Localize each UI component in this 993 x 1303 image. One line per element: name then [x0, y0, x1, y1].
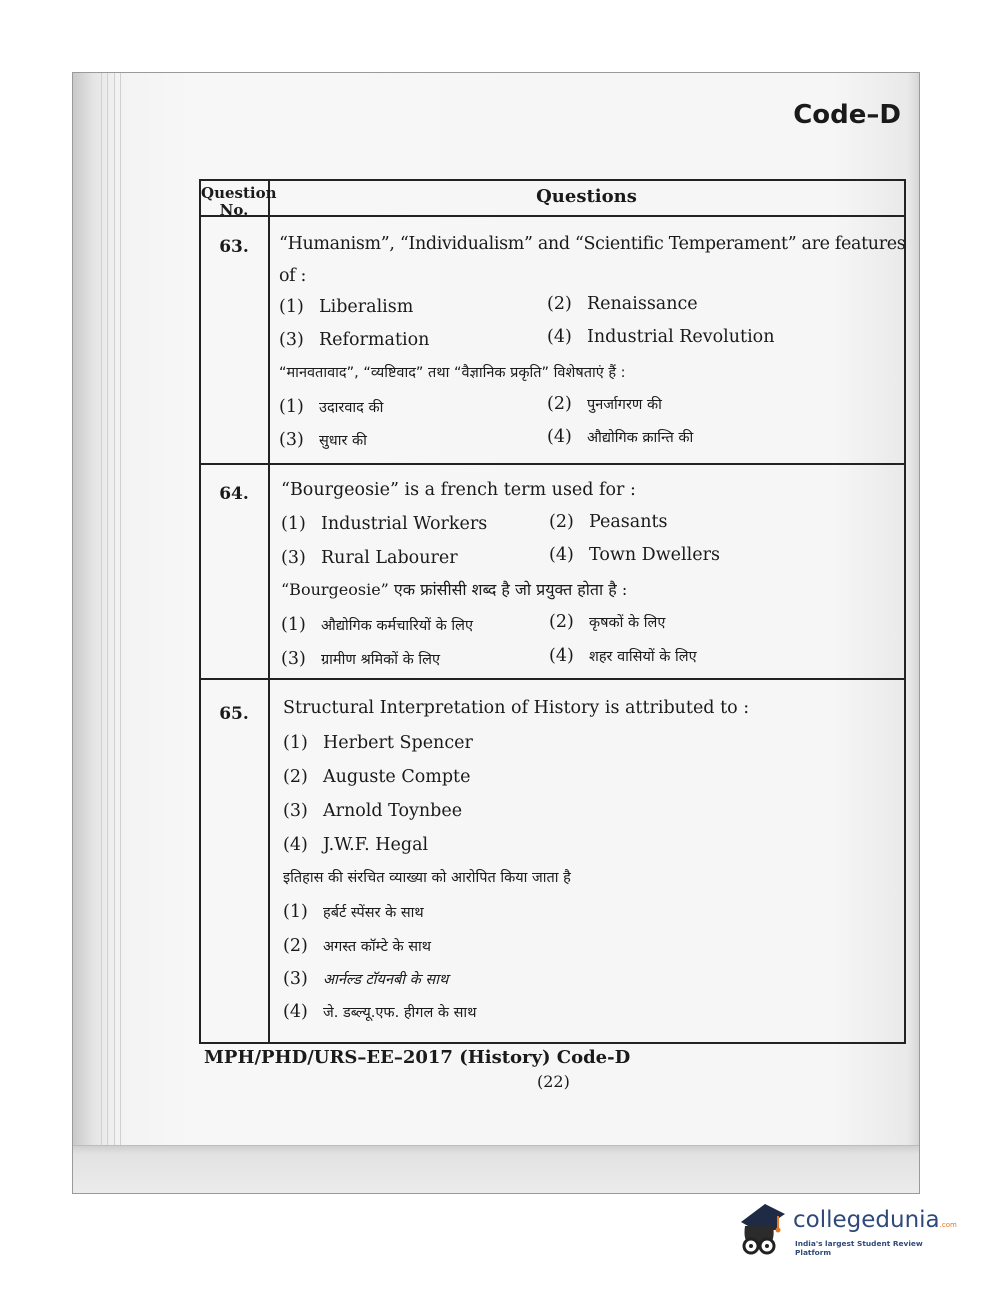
question-stem-english: “Bourgeosie” is a french term used for :	[281, 480, 636, 500]
option-number: (2)	[283, 936, 308, 956]
option-text: पुनर्जागरण की	[587, 397, 662, 413]
page-edge-line	[120, 73, 121, 1193]
option-text: Liberalism	[319, 297, 414, 317]
question-number: 64.	[219, 484, 249, 504]
question-stem-english: Structural Interpretation of History is attributed to :	[283, 698, 750, 718]
option-3-hindi	[281, 649, 440, 669]
option-text: Peasants	[589, 512, 668, 532]
option-number: (2)	[283, 767, 308, 787]
option-4-hindi	[549, 646, 697, 666]
option-2	[549, 512, 667, 532]
option-1-hindi	[279, 397, 383, 417]
option-text: ग्रामीण श्रमिकों के लिए	[321, 652, 440, 668]
option-2-hindi	[549, 612, 665, 632]
question-stem-hindi: “Bourgeosie” एक फ्रांसीसी शब्द है जो प्रयुक्त होता है :	[281, 580, 628, 599]
option-4	[549, 545, 720, 565]
option-2	[283, 767, 470, 787]
option-2	[547, 294, 698, 314]
option-text: Renaissance	[587, 294, 698, 314]
option-number: (1)	[281, 514, 306, 534]
option-1	[283, 733, 473, 753]
brand-suffix: .com	[939, 1221, 957, 1229]
option-text: आर्नल्ड टॉयनबी के साथ	[323, 972, 449, 988]
option-number: (4)	[283, 1002, 308, 1022]
question-table	[199, 179, 906, 1044]
option-1	[279, 297, 413, 317]
question-number: 65.	[219, 704, 249, 724]
option-number: (2)	[549, 512, 574, 532]
page-number: (22)	[537, 1072, 570, 1091]
paper-code-title: Code–D	[793, 100, 901, 130]
option-number: (3)	[283, 969, 308, 989]
option-number: (2)	[547, 394, 572, 414]
option-3	[279, 330, 429, 350]
option-1-hindi	[281, 615, 473, 635]
stem-line: “Humanism”, “Individualism” and “Scientific Temperament” are features	[279, 234, 906, 254]
option-text: जे. डब्ल्यू.एफ. हीगल के साथ	[323, 1005, 477, 1021]
column-divider	[268, 181, 270, 1042]
option-3-hindi	[279, 430, 367, 450]
header-rule	[201, 215, 904, 217]
option-text: Industrial Revolution	[587, 327, 775, 347]
option-number: (1)	[279, 397, 304, 417]
question-number: 63.	[219, 237, 249, 257]
option-text: Industrial Workers	[321, 514, 488, 534]
option-number: (4)	[549, 545, 574, 565]
brand-name	[793, 1207, 957, 1233]
option-3	[281, 548, 458, 568]
option-number: (3)	[281, 649, 306, 669]
column-header-question-no-text: Question No.	[201, 184, 277, 219]
page-edge-line	[101, 73, 102, 1193]
collegedunia-logo	[735, 1200, 960, 1260]
option-text: J.W.F. Hegal	[323, 835, 429, 855]
option-text: Reformation	[319, 330, 430, 350]
column-header-question-no	[201, 184, 277, 219]
option-number: (4)	[547, 327, 572, 347]
option-text: Arnold Toynbee	[323, 801, 463, 821]
option-text: Town Dwellers	[589, 545, 720, 565]
option-text: शहर वासियों के लिए	[589, 649, 697, 665]
column-header-questions: Questions	[536, 186, 637, 207]
page-edge-line	[114, 73, 115, 1193]
stem-line: of :	[279, 266, 307, 286]
option-4-hindi	[283, 1002, 476, 1022]
option-number: (1)	[283, 902, 308, 922]
option-number: (2)	[547, 294, 572, 314]
option-number: (1)	[281, 615, 306, 635]
question-stem-english	[279, 228, 919, 292]
option-2-hindi	[283, 936, 431, 956]
option-3	[283, 801, 462, 821]
option-text: औद्योगिक कर्मचारियों के लिए	[321, 618, 473, 634]
option-number: (3)	[279, 430, 304, 450]
option-3-hindi	[283, 969, 448, 989]
mascot-icon	[735, 1200, 791, 1260]
option-number: (1)	[279, 297, 304, 317]
option-text: हर्बर्ट स्पेंसर के साथ	[323, 905, 424, 921]
option-2-hindi	[547, 394, 662, 414]
brand-text: collegedunia	[793, 1207, 940, 1233]
option-number: (4)	[547, 427, 572, 447]
option-text: Rural Labourer	[321, 548, 458, 568]
brand-tagline: India's largest Student Review Platform	[795, 1239, 923, 1257]
option-number: (3)	[281, 548, 306, 568]
option-number: (1)	[283, 733, 308, 753]
option-4-hindi	[547, 427, 693, 447]
exam-code-footer: MPH/PHD/URS–EE–2017 (History) Code-D	[204, 1047, 631, 1068]
row-rule	[201, 463, 904, 465]
option-1	[281, 514, 487, 534]
option-text: Herbert Spencer	[323, 733, 473, 753]
option-4	[547, 327, 774, 347]
option-number: (3)	[283, 801, 308, 821]
option-text: कृषकों के लिए	[589, 615, 666, 631]
page-edge-line	[107, 73, 108, 1193]
option-text: उदारवाद की	[319, 400, 384, 416]
row-rule	[201, 678, 904, 680]
question-stem-hindi: “मानवतावाद”, “व्यष्टिवाद” तथा “वैज्ञानिक प्रकृति” विशेषताएं हैं :	[279, 365, 626, 381]
option-number: (4)	[549, 646, 574, 666]
option-1-hindi	[283, 902, 424, 922]
option-4	[283, 835, 428, 855]
option-text: अगस्त कॉम्टे के साथ	[323, 939, 432, 955]
question-stem-hindi: इतिहास की संरचित व्याख्या को आरोपित किया जाता है	[283, 870, 571, 886]
option-text: Auguste Compte	[323, 767, 471, 787]
option-number: (4)	[283, 835, 308, 855]
option-number: (2)	[549, 612, 574, 632]
option-text: सुधार की	[319, 433, 367, 449]
option-text: औद्योगिक क्रान्ति की	[587, 430, 694, 446]
scan-bottom-shadow	[73, 1145, 919, 1194]
option-number: (3)	[279, 330, 304, 350]
